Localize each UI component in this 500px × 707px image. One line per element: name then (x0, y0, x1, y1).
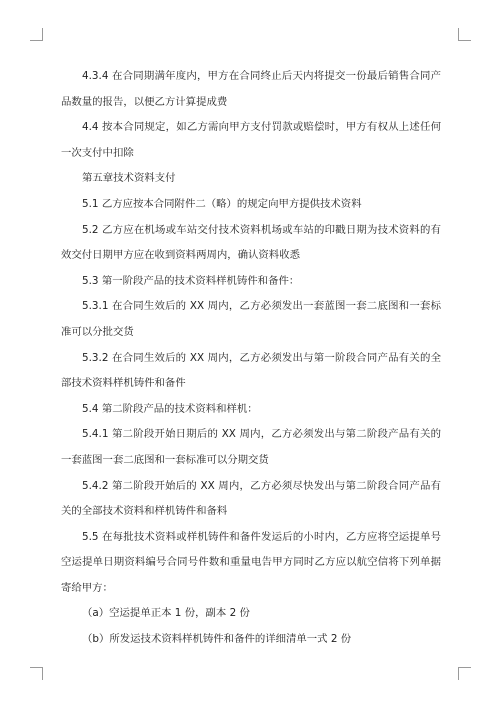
clause-4-3-4: 4.3.4 在合同期满年度内，甲方在合同终止后天内将提交一份最后销售合同产品数量的报告，以便乙方计算提成费 (61, 70, 441, 108)
crop-mark-bottom-right (458, 667, 471, 680)
clause-5-3-1: 5.3.1 在合同生效后的 XX 周内，乙方必须发出一套蓝图一套二底图和一套标准可以分批交货 (61, 300, 441, 338)
clause-5-3-2: 5.3.2 在合同生效后的 XX 周内，乙方必须发出与第一阶段合同产品有关的全部技术资料样机铸件和备件 (61, 351, 441, 390)
document-body (61, 64, 441, 653)
clause-5-4-1: 5.4.1 第二阶段开始日期后的 XX 周内，乙方必须发出与第二阶段产品有关的一套蓝图一套二底图和一套标准可以分期交货 (61, 428, 441, 466)
clause-5-1: 5.1 乙方应按本合同附件二（略）的规定向甲方提供技术资料 (82, 197, 362, 210)
crop-mark-top-right (458, 28, 471, 41)
crop-mark-top-left (30, 28, 43, 41)
clause-5-2: 5.2 乙方应在机场或车站交付技术资料机场或车站的印戳日期为技术资料的有效交付日期甲方应在收到资料两周内，确认资料收悉 (61, 223, 441, 262)
clause-5-4: 5.4 第二阶段产品的技术资料和样机： (82, 402, 258, 415)
clause-5-5: 5.5 在每批技术资料或样机铸件和备件发运后的小时内，乙方应将空运提单号空运提单日期资料编号合同号件数和重量电告甲方同时乙方应以航空信将下列单据寄给甲方： (61, 530, 441, 594)
clause-5-4-2: 5.4.2 第二阶段开始后的 XX 周内，乙方必须尽快发出与第二阶段合同产品有关的全部技术资料和样机铸件和备料 (61, 479, 441, 518)
item-b: （b）所发运技术资料样机铸件和备件的详细清单一式 2 份 (82, 633, 352, 646)
item-a: （a）空运提单正本 1 份，副本 2 份 (82, 607, 250, 620)
crop-mark-bottom-left (30, 667, 43, 680)
clause-4-4: 4.4 按本合同规定，如乙方需向甲方支付罚款或赔偿时，甲方有权从上述任何一次支付中扣除 (61, 121, 441, 159)
clause-5-3: 5.3 第一阶段产品的技术资料样机铸件和备件： (82, 274, 300, 287)
chapter-5-heading: 第五章技术资料支付 (82, 172, 176, 185)
